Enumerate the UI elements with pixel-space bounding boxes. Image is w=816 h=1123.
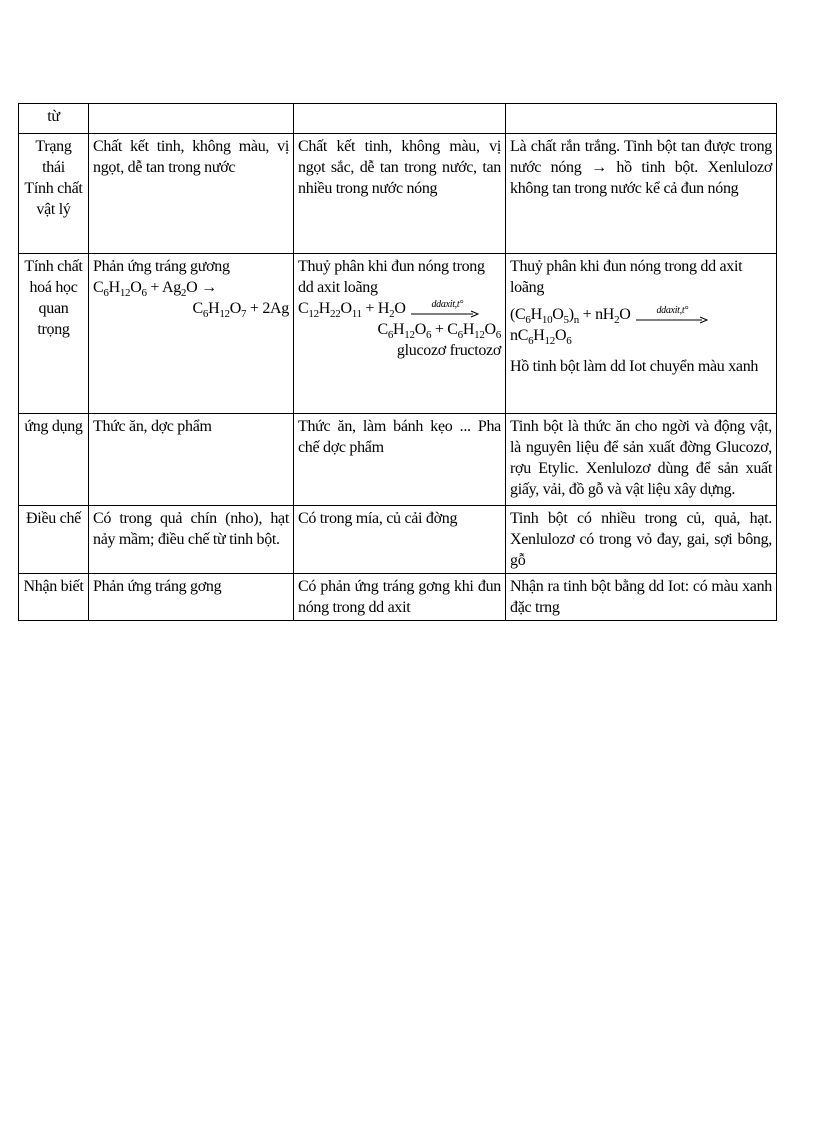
- cell-preparation-tinhbot: Tinh bột có nhiều trong củ, quả, hạt. Xenlulozơ có trong vỏ đay, gai, sợi bông, gỗ: [506, 506, 777, 574]
- cell-preparation-saccarozo: Có trong mía, củ cải đờng: [294, 506, 506, 574]
- row-header-chemical: Tính chất hoá học quan trọng: [19, 254, 89, 414]
- equation-line: $C_6H_{12}O_6 + C_6H_{12}O_6$: [377, 321, 501, 342]
- cell-tu-tinhbot: [506, 104, 777, 134]
- cell-preparation-glucozo: Có trong quả chín (nho), hạt nảy mầm; điều chế từ tinh bột.: [89, 506, 294, 574]
- table-row-preparation: [19, 506, 777, 574]
- cell-application-tinhbot: Tinh bột là thức ăn cho ngời và động vật, là nguyên liệu để sản xuất đờng Glucozơ, rợu Etylic. Xenlulozơ dùng để sản xuất giấy, vải, đồ gỗ và vật liệu xây dựng.: [506, 414, 777, 506]
- row-header-tu: từ: [19, 104, 89, 134]
- product-names: glucozơ fructozơ: [396, 342, 501, 359]
- cell-application-glucozo: Thức ăn, dợc phẩm: [89, 414, 294, 506]
- cell-chemical-glucozo: Phản ứng tráng gương $C_6H_{12}O_6 + Ag_2O$ → $C_6H_{12}O_7 + 2Ag$: [89, 254, 294, 414]
- table-row-identification: [19, 574, 777, 621]
- row-header-physical: Trạng thái Tính chất vật lý: [19, 134, 89, 254]
- reaction-arrow-icon: ddaxit,t°: [634, 306, 710, 324]
- cell-physical-tinhbot: Là chất rắn trắng. Tinh bột tan được trong nước nóng → hồ tinh bột. Xenlulozơ không tan trong nước kể cả đun nóng: [506, 134, 777, 254]
- cell-tu-glucozo: [89, 104, 294, 134]
- equation-line: $(C_6H_{10}O_5)_n + nH_2O$ ddaxit,t° $nC_6H_{12}O_6$: [510, 304, 772, 346]
- row-header-application: ứng dụng: [19, 414, 89, 506]
- row-header-identification: Nhận biết: [19, 574, 89, 621]
- equation-line: $C_6H_{12}O_7 + 2Ag$: [192, 300, 289, 321]
- equation-line: $C_6H_{12}O_6 + Ag_2O$ →: [93, 279, 217, 300]
- cell-chemical-saccarozo: Thuỷ phân khi đun nóng trong dd axit loãng $C_{12}H_{22}O_{11} + H_2O$ ddaxit,t° $C_6H_{12}O_6 + C_6H_{12}O_6$ glucozơ fructozơ: [294, 254, 506, 414]
- cell-chemical-tinhbot: Thuỷ phân khi đun nóng trong dd axit loãng $(C_6H_{10}O_5)_n + nH_2O$ ddaxit,t° $nC_6H_{12}O_6$ Hồ tinh bột làm dd Iot chuyển màu xanh: [506, 254, 777, 414]
- table-row-application: [19, 414, 777, 506]
- reaction-arrow-icon: ddaxit,t°: [409, 300, 485, 318]
- equation-line: $C_{12}H_{22}O_{11} + H_2O$ ddaxit,t°: [298, 298, 501, 319]
- cell-physical-saccarozo: Chất kết tinh, không màu, vị ngọt sắc, dễ tan trong nước, tan nhiều trong nước nóng: [294, 134, 506, 254]
- table-row-chemical: [19, 254, 777, 414]
- cell-physical-glucozo: Chất kết tinh, không màu, vị ngọt, dễ tan trong nước: [89, 134, 294, 254]
- row-header-preparation: Điều chế: [19, 506, 89, 574]
- table-row-physical: [19, 134, 777, 254]
- comparison-table: [18, 103, 777, 621]
- cell-application-saccarozo: Thức ăn, làm bánh kẹo ... Pha chế dợc phẩm: [294, 414, 506, 506]
- table-row-tu: [19, 104, 777, 134]
- cell-identification-tinhbot: Nhận ra tinh bột bằng dd Iot: có màu xanh đặc trng: [506, 574, 777, 621]
- cell-identification-saccarozo: Có phản ứng tráng gơng khi đun nóng trong dd axit: [294, 574, 506, 621]
- cell-tu-saccarozo: [294, 104, 506, 134]
- cell-identification-glucozo: Phản ứng tráng gơng: [89, 574, 294, 621]
